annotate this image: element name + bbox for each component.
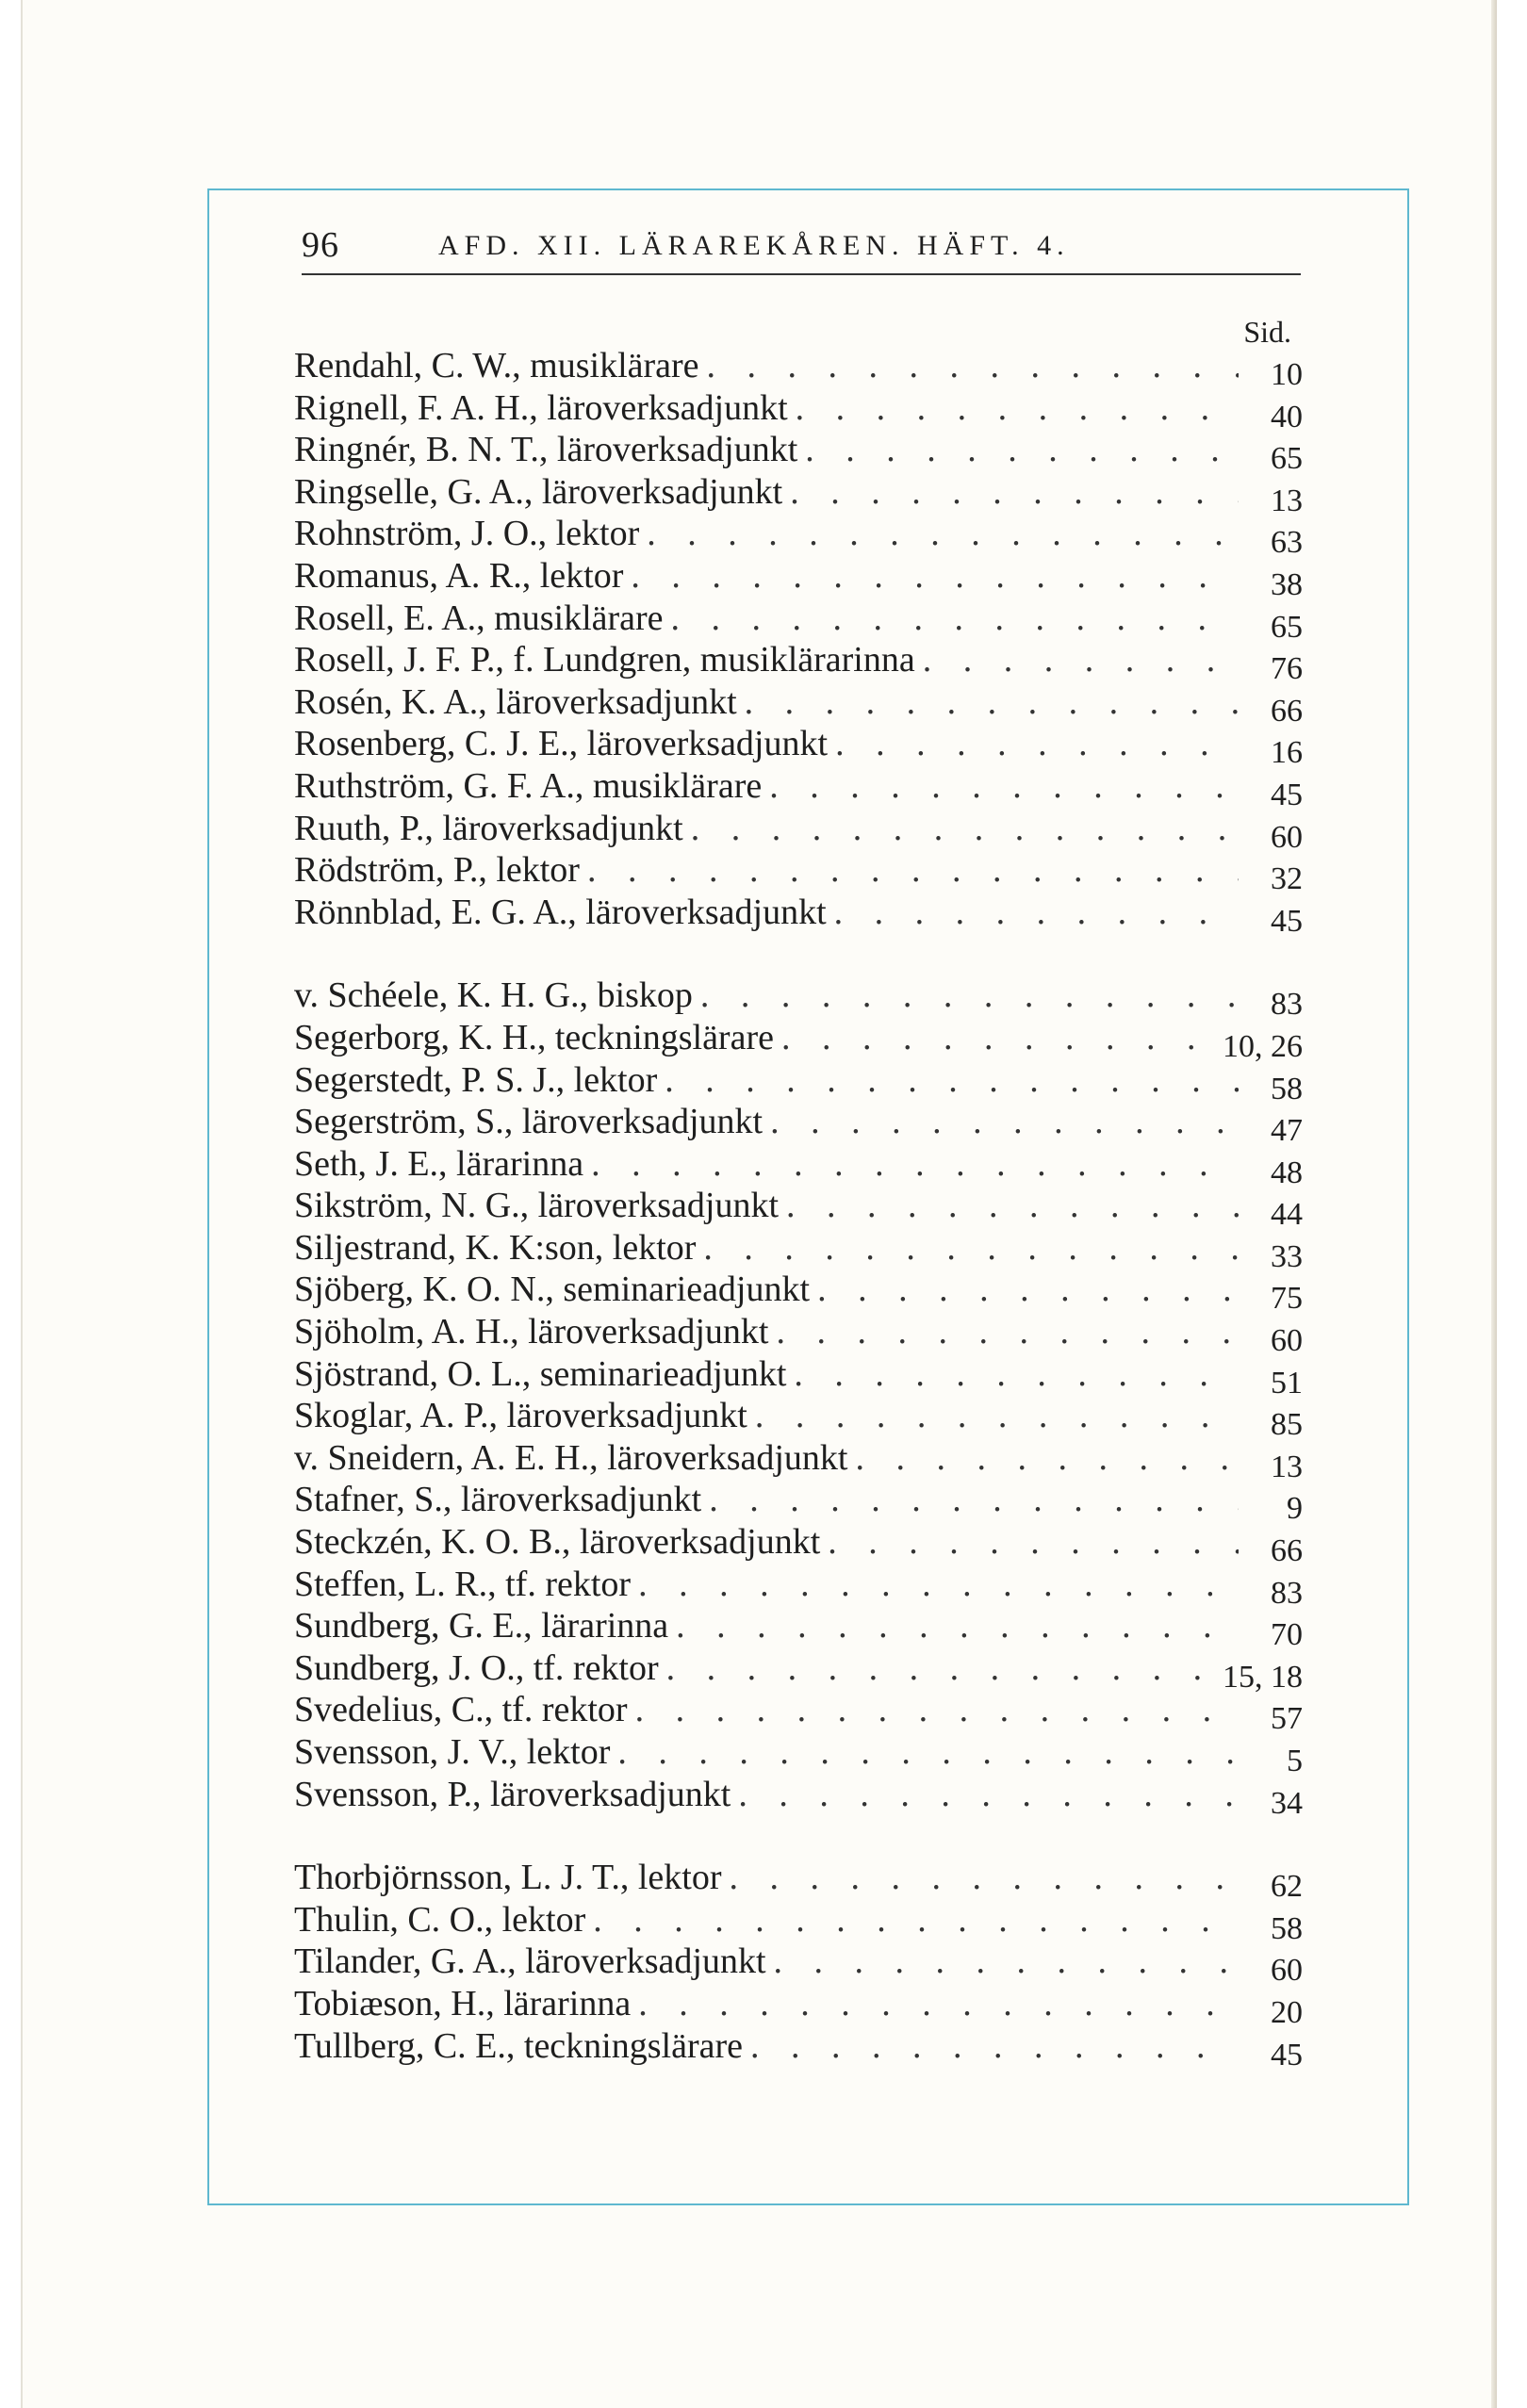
entry-page-number: 66 (1271, 1533, 1303, 1569)
dot-leader (638, 1983, 1239, 2024)
entry-page-number: 38 (1271, 566, 1303, 602)
entry-name: Stafner, S., läroverksadjunkt (294, 1480, 702, 1520)
index-entry (294, 1689, 1303, 1737)
index-entry (294, 555, 1303, 602)
entry-page-number: 83 (1271, 987, 1303, 1023)
dot-leader (647, 513, 1239, 554)
dot-leader (738, 1774, 1239, 1815)
index-entry (294, 471, 1303, 518)
entry-name: Segerstedt, P. S. J., lektor (294, 1059, 658, 1100)
dot-leader (707, 345, 1239, 386)
entry-name: Segerborg, K. H., teckningslärare (294, 1017, 774, 1057)
entry-name: Steckzén, K. O. B., läroverksadjunkt (294, 1522, 821, 1563)
dot-leader (817, 1269, 1239, 1310)
entry-name: Svensson, P., läroverksadjunkt (294, 1774, 731, 1814)
dot-leader (790, 471, 1239, 513)
entry-name: Tullberg, C. E., teckningslärare (294, 2025, 743, 2066)
entry-page-number: 45 (1271, 903, 1303, 939)
entry-page-number: 60 (1271, 1953, 1303, 1989)
entry-page-number: 63 (1271, 525, 1303, 561)
entry-name: Thulin, C. O., lektor (294, 1899, 586, 1940)
entry-name: Seth, J. E., lärarinna (294, 1143, 584, 1184)
entry-name: Rignell, F. A. H., läroverksadjunkt (294, 387, 788, 428)
entry-page-number: 57 (1271, 1701, 1303, 1737)
index-entry (294, 1143, 1303, 1190)
entry-name: Svedelius, C., tf. rektor (294, 1690, 628, 1730)
dot-leader (638, 1564, 1239, 1605)
entry-name: Ruthström, G. F. A., musiklärare (294, 765, 763, 806)
dot-leader (587, 849, 1239, 891)
index-entry (294, 513, 1303, 561)
entry-page-number: 47 (1271, 1113, 1303, 1149)
dot-leader (591, 1143, 1239, 1185)
dot-leader (666, 1647, 1215, 1689)
entry-name: Rosell, E. A., musiklärare (294, 598, 664, 638)
entry-name: Steffen, L. R., tf. rektor (294, 1564, 632, 1604)
entry-page-number: 34 (1271, 1785, 1303, 1821)
dot-leader (665, 1059, 1239, 1101)
entry-name: Ringnér, B. N. T., läroverksadjunkt (294, 430, 798, 470)
entry-name: Svensson, J. V., lektor (294, 1732, 611, 1772)
index-list (294, 345, 1303, 2072)
index-entry (294, 1059, 1303, 1106)
dot-leader (855, 1437, 1239, 1479)
entry-page-number: 58 (1271, 1910, 1303, 1946)
entry-page-number: 16 (1271, 735, 1303, 771)
entry-page-number: 83 (1271, 1575, 1303, 1611)
entry-name: Sundberg, G. E., lärarinna (294, 1606, 669, 1646)
entry-name: Sjöberg, K. O. N., seminarieadjunkt (294, 1270, 811, 1310)
index-entry (294, 1731, 1303, 1778)
dot-leader (828, 1521, 1239, 1563)
entry-name: Ringselle, G. A., läroverksadjunkt (294, 471, 783, 512)
entry-page-number: 75 (1271, 1281, 1303, 1317)
entry-page-number: 32 (1271, 861, 1303, 897)
entry-name: Sjöstrand, O. L., seminarieadjunkt (294, 1353, 787, 1394)
group-separator (294, 1815, 1303, 1857)
entry-name: Rosén, K. A., läroverksadjunkt (294, 681, 737, 722)
entry-name: Sjöholm, A. H., läroverksadjunkt (294, 1312, 769, 1352)
dot-leader (593, 1899, 1239, 1941)
dot-leader (769, 765, 1239, 807)
dot-leader (671, 598, 1239, 639)
dot-leader (635, 1689, 1239, 1730)
dot-leader (923, 639, 1239, 680)
index-entry (294, 1899, 1303, 1946)
dot-leader (781, 1017, 1215, 1058)
dot-leader (691, 808, 1239, 849)
entry-name: Skoglar, A. P., läroverksadjunkt (294, 1396, 747, 1436)
dot-leader (709, 1479, 1239, 1520)
entry-page-number: 60 (1271, 1323, 1303, 1359)
entry-page-number: 85 (1271, 1407, 1303, 1443)
index-entry (294, 1774, 1303, 1821)
entry-name: Thorbjörnsson, L. J. T., lektor (294, 1858, 722, 1898)
index-entry (294, 1353, 1303, 1401)
index-entry (294, 598, 1303, 645)
entry-page-number: 62 (1271, 1869, 1303, 1905)
dot-leader (745, 681, 1239, 723)
entry-name: Ruuth, P., läroverksadjunkt (294, 808, 683, 848)
dot-leader (774, 1941, 1239, 1982)
index-entry (294, 1017, 1303, 1064)
dot-leader (676, 1605, 1239, 1646)
entry-page-number: 33 (1271, 1238, 1303, 1274)
entry-name: v. Sneidern, A. E. H., läroverksadjunkt (294, 1437, 848, 1478)
index-entry (294, 681, 1303, 729)
index-entry (294, 1311, 1303, 1359)
entry-page-number: 76 (1271, 651, 1303, 687)
dot-leader (776, 1311, 1239, 1352)
entry-page-number: 45 (1271, 777, 1303, 812)
dot-leader (835, 723, 1239, 764)
dot-leader (750, 2025, 1239, 2067)
entry-name: Sikström, N. G., läroverksadjunkt (294, 1186, 780, 1226)
entry-page-number: 20 (1271, 1994, 1303, 2030)
index-entry (294, 1227, 1303, 1274)
entry-name: v. Schéele, K. H. G., biskop (294, 975, 693, 1016)
dot-leader (700, 975, 1239, 1016)
entry-page-number: 45 (1271, 2037, 1303, 2072)
index-entry (294, 639, 1303, 687)
entry-page-number: 40 (1271, 399, 1303, 434)
dot-leader (805, 429, 1239, 470)
index-entry (294, 387, 1303, 434)
page-number: 96 (302, 225, 339, 265)
header-rule (302, 273, 1301, 275)
dot-leader (730, 1857, 1240, 1898)
dot-leader (703, 1227, 1239, 1269)
group-separator (294, 933, 1303, 975)
dot-leader (794, 1353, 1239, 1395)
entry-name: Rendahl, C. W., musiklärare (294, 346, 699, 385)
index-entry (294, 345, 1303, 392)
running-header (302, 215, 1301, 271)
index-entry (294, 1983, 1303, 2030)
dot-leader (617, 1731, 1239, 1773)
index-entry (294, 2025, 1303, 2072)
entry-name: Tilander, G. A., läroverksadjunkt (294, 1941, 766, 1982)
entry-page-number: 5 (1287, 1744, 1303, 1778)
entry-name: Rosenberg, C. J. E., läroverksadjunkt (294, 724, 829, 764)
index-entry (294, 1521, 1303, 1569)
entry-page-number: 9 (1287, 1491, 1303, 1527)
entry-page-number: 13 (1271, 1449, 1303, 1484)
running-title: AFD. XII. LÄRAREKÅREN. HÄFT. 4. (438, 230, 1070, 261)
entry-page-number: 66 (1271, 693, 1303, 729)
index-entry (294, 1479, 1303, 1527)
index-entry (294, 975, 1303, 1023)
index-entry (294, 1101, 1303, 1149)
entry-name: Tobiæson, H., lärarinna (294, 1983, 632, 2023)
index-entry (294, 849, 1303, 897)
entry-name: Rönnblad, E. G. A., läroverksadjunkt (294, 892, 827, 932)
dot-leader (631, 555, 1239, 597)
entry-page-number: 44 (1271, 1197, 1303, 1233)
page-edge-shadow (1491, 0, 1497, 2408)
entry-page-number: 13 (1271, 483, 1303, 518)
entry-page-number: 15, 18 (1223, 1659, 1303, 1695)
index-entry (294, 1941, 1303, 1989)
dot-leader (755, 1395, 1239, 1436)
index-entry (294, 723, 1303, 771)
entry-page-number: 65 (1271, 609, 1303, 645)
page-column-label: Sid. (1243, 315, 1291, 349)
entry-name: Rosell, J. F. P., f. Lundgren, musiklärarinna (294, 640, 915, 680)
dot-leader (796, 387, 1239, 429)
index-entry (294, 1269, 1303, 1317)
dot-leader (770, 1101, 1239, 1142)
entry-page-number: 10, 26 (1223, 1028, 1303, 1064)
index-entry (294, 1564, 1303, 1611)
entry-name: Siljestrand, K. K:son, lektor (294, 1227, 697, 1268)
entry-page-number: 70 (1271, 1617, 1303, 1653)
index-entry (294, 1605, 1303, 1653)
entry-page-number: 10 (1271, 357, 1303, 392)
index-entry (294, 1647, 1303, 1695)
index-entry (294, 808, 1303, 855)
entry-page-number: 51 (1271, 1365, 1303, 1401)
entry-page-number: 60 (1271, 819, 1303, 855)
index-entry (294, 892, 1303, 939)
entry-name: Sundberg, J. O., tf. rektor (294, 1647, 659, 1688)
entry-name: Rohnström, J. O., lektor (294, 514, 640, 554)
index-entry (294, 1395, 1303, 1443)
entry-name: Romanus, A. R., lektor (294, 555, 624, 596)
index-entry (294, 1857, 1303, 1905)
index-entry (294, 1185, 1303, 1233)
index-entry (294, 429, 1303, 477)
entry-page-number: 65 (1271, 441, 1303, 477)
entry-name: Segerström, S., läroverksadjunkt (294, 1102, 764, 1142)
entry-name: Rödström, P., lektor (294, 850, 580, 891)
index-entry (294, 1437, 1303, 1484)
dot-leader (834, 892, 1239, 933)
entry-page-number: 48 (1271, 1155, 1303, 1190)
index-entry (294, 765, 1303, 812)
dot-leader (786, 1185, 1239, 1226)
entry-page-number: 58 (1271, 1071, 1303, 1106)
